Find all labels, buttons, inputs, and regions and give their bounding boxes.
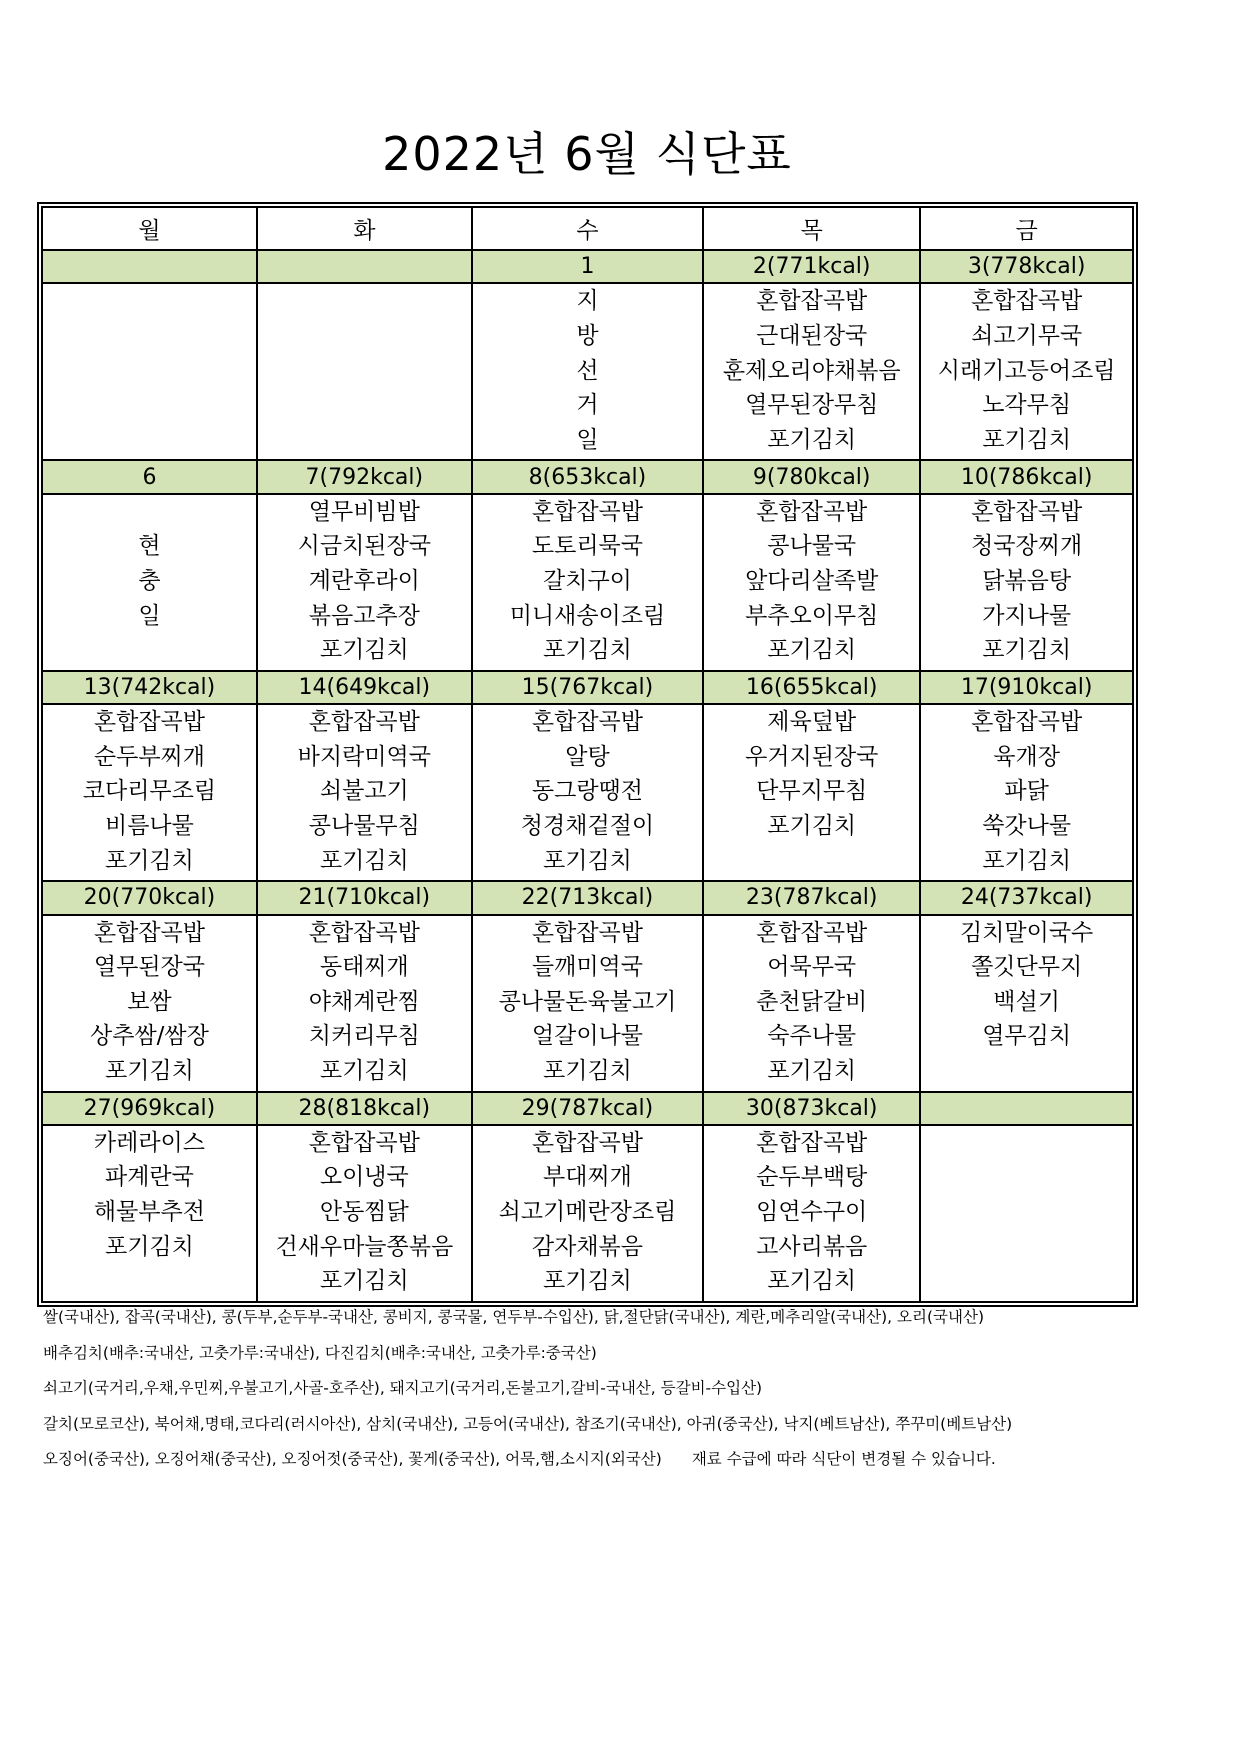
date-cell: 1 [472,250,703,283]
menu-change-notice: 재료 수급에 따라 식단이 변경될 수 있습니다. [691,1450,996,1468]
menu-row [42,494,1133,671]
menu-item: 열무된장국 [93,954,205,981]
date-cell: 23(787kcal) [703,881,920,914]
menu-item: 도토리묵국 [531,533,643,560]
date-cell: 10(786kcal) [920,460,1133,493]
date-cell: 9(780kcal) [703,460,920,493]
menu-item: 청경채겉절이 [520,812,655,839]
date-cell: 6 [42,460,257,493]
date-cell: 17(910kcal) [920,671,1133,704]
menu-item: 육개장 [993,743,1060,770]
menu-item: 미니새송이조림 [509,602,666,629]
origin-note-text: 오징어(중국산), 오징어채(중국산), 오징어젓(중국산), 꽃게(중국산), 어묵,햄,소시지(외국산) [43,1450,662,1468]
menu-item: 혼합잡곡밥 [308,1129,420,1156]
menu-item: 닭볶음탕 [982,567,1072,594]
date-cell: 13(742kcal) [42,671,257,704]
menu-item: 제육덮밥 [767,709,857,736]
menu-item: 쫄깃단무지 [971,954,1083,981]
menu-item [43,633,256,668]
menu-item: 방 [576,322,599,349]
menu-cell [42,704,257,881]
date-cell: 7(792kcal) [257,460,472,493]
menu-item: 감자채볶음 [531,1233,643,1260]
menu-item: 콩나물돈육불고기 [498,988,677,1015]
date-row [42,460,1133,493]
menu-item: 바지락미역국 [297,743,431,770]
menu-item: 혼합잡곡밥 [756,498,868,525]
menu-item: 훈제오리야채볶음 [722,357,901,384]
menu-item: 혼합잡곡밥 [531,919,643,946]
menu-cell [703,1125,920,1302]
menu-cell [472,915,703,1092]
menu-item: 동그랑땡전 [531,778,643,805]
menu-item: 쇠고기무국 [971,322,1083,349]
menu-cell [42,283,257,460]
menu-row [42,915,1133,1092]
menu-item: 앞다리살족발 [745,567,879,594]
menu-cell [920,494,1133,671]
menu-item: 포기김치 [319,1057,409,1084]
menu-item: 열무비빔밥 [308,498,420,525]
menu-item: 혼합잡곡밥 [756,919,868,946]
menu-item: 포기김치 [543,1057,632,1084]
weekday-header: 금 [920,207,1133,250]
menu-item: 춘천닭갈비 [756,988,868,1015]
menu-item: 가지나물 [982,602,1072,629]
menu-item: 순두부찌개 [93,743,205,770]
origin-notes [43,1300,1193,1478]
date-cell: 2(771kcal) [703,250,920,283]
menu-item: 근대된장국 [756,322,868,349]
menu-item: 우거지된장국 [745,743,879,770]
date-cell: 27(969kcal) [42,1092,257,1125]
menu-item: 단무지무침 [756,778,868,805]
menu-item: 혼합잡곡밥 [971,288,1083,315]
menu-item: 부대찌개 [543,1164,632,1191]
date-cell: 22(713kcal) [472,881,703,914]
menu-item: 혼합잡곡밥 [531,498,643,525]
date-cell: 15(767kcal) [472,671,703,704]
menu-item: 순두부백탕 [756,1164,868,1191]
menu-item: 치커리무침 [308,1023,420,1050]
menu-item: 포기김치 [982,847,1072,874]
menu-item: 쇠고기메란장조림 [498,1199,677,1226]
menu-cell [257,494,472,671]
menu-item: 혼합잡곡밥 [308,709,420,736]
menu-item: 오이냉국 [319,1164,409,1191]
date-cell: 3(778kcal) [920,250,1133,283]
weekday-header: 화 [257,207,472,250]
menu-cell [257,915,472,1092]
origin-note-line: 쌀(국내산), 잡곡(국내산), 콩(두부,순두부-국내산, 콩비지, 콩국물, 연두부-수입산), 닭,절단닭(국내산), 계란,메추리알(국내산), 오리(국내산) [43,1308,984,1326]
menu-item: 혼합잡곡밥 [93,709,205,736]
menu-item: 포기김치 [319,1268,409,1295]
menu-item: 포기김치 [767,637,857,664]
menu-item: 선 [576,357,599,384]
weekday-header: 월 [42,207,257,250]
menu-item: 포기김치 [105,847,194,874]
menu-item: 혼합잡곡밥 [531,1129,643,1156]
menu-item: 동태찌개 [319,954,409,981]
origin-note-line [43,1442,1193,1478]
menu-item: 혼합잡곡밥 [971,498,1083,525]
menu-item: 들깨미역국 [531,954,643,981]
menu-item: 포기김치 [105,1233,194,1260]
date-cell: 16(655kcal) [703,671,920,704]
menu-cell [472,494,703,671]
menu-item: 혼합잡곡밥 [971,709,1083,736]
page-title: 2022년 6월 식단표 [382,127,792,181]
menu-cell [42,915,257,1092]
menu-item: 콩나물국 [767,533,857,560]
date-cell: 24(737kcal) [920,881,1133,914]
date-cell: 28(818kcal) [257,1092,472,1125]
menu-item: 노각무침 [982,392,1072,419]
menu-item: 어묵무국 [767,954,857,981]
menu-cell [257,283,472,460]
menu-cell [920,915,1133,1092]
menu-item: 야채계란찜 [308,988,420,1015]
menu-item: 포기김치 [982,637,1072,664]
menu-cell [472,704,703,881]
menu-item: 쑥갓나물 [982,812,1072,839]
menu-cell [257,1125,472,1302]
menu-item: 혼합잡곡밥 [308,919,420,946]
menu-item: 시금치된장국 [297,533,431,560]
menu-item: 갈치구이 [543,567,632,594]
date-cell: 20(770kcal) [42,881,257,914]
date-cell [42,250,257,283]
menu-item: 임연수구이 [756,1199,868,1226]
date-cell [257,250,472,283]
date-cell [920,1092,1133,1125]
origin-note-line: 배추김치(배추:국내산, 고춧가루:국내산), 다진김치(배추:국내산, 고춧가루:중국산) [43,1343,597,1362]
menu-item: 고사리볶음 [756,1233,868,1260]
menu-item: 지 [576,288,599,315]
menu-item: 파닭 [1004,778,1049,805]
date-cell: 21(710kcal) [257,881,472,914]
menu-row [42,1125,1133,1302]
menu-item: 부추오이무침 [745,602,879,629]
date-cell: 30(873kcal) [703,1092,920,1125]
menu-cell [703,915,920,1092]
menu-item: 숙주나물 [767,1023,857,1050]
menu-row [42,704,1133,881]
weekday-header: 목 [703,207,920,250]
menu-item: 혼합잡곡밥 [756,288,868,315]
menu-cell [920,283,1133,460]
menu-item: 카레라이스 [93,1129,205,1156]
menu-cell [703,283,920,460]
menu-cell [42,1125,257,1302]
menu-item: 코다리무조림 [82,778,217,805]
menu-item: 혼합잡곡밥 [531,709,643,736]
menu-cell [920,704,1133,881]
menu-item: 포기김치 [319,637,409,664]
menu-item: 열무김치 [982,1023,1072,1050]
menu-item: 콩나물무침 [308,812,420,839]
origin-note-line: 갈치(모로코산), 북어채,명태,코다리(러시아산), 삼치(국내산), 고등어(국내산), 참조기(국내산), 아귀(중국산), 낙지(베트남산), 쭈꾸미(베트남산) [43,1414,1013,1433]
menu-item: 포기김치 [105,1057,194,1084]
menu-cell [42,494,257,671]
date-cell: 8(653kcal) [472,460,703,493]
menu-item: 상추쌈/쌈장 [90,1023,209,1050]
menu-item: 현 [138,533,161,560]
menu-row [42,283,1133,460]
menu-item: 포기김치 [767,1268,857,1295]
menu-item: 볶음고추장 [308,602,420,629]
menu-item: 해물부추전 [93,1199,205,1226]
meal-table-frame [37,202,1138,1307]
menu-item [43,495,256,530]
menu-cell [472,1125,703,1302]
menu-cell [920,1125,1133,1302]
menu-item: 청국장찌개 [971,533,1083,560]
menu-item: 열무된장무침 [745,392,879,419]
menu-item: 파계란국 [105,1164,194,1191]
origin-note-line: 쇠고기(국거리,우채,우민찌,우불고기,사골-호주산), 돼지고기(국거리,돈불고기,갈비-국내산, 등갈비-수입산) [43,1379,763,1397]
date-cell: 29(787kcal) [472,1092,703,1125]
menu-item: 건새우마늘쫑볶음 [275,1233,454,1260]
menu-item: 얼갈이나물 [531,1023,643,1050]
weekday-header: 수 [472,207,703,250]
menu-item: 포기김치 [982,426,1072,453]
menu-item: 포기김치 [767,812,857,839]
menu-item: 백설기 [993,988,1060,1015]
menu-item: 시래기고등어조림 [937,357,1116,384]
menu-item: 포기김치 [767,1057,857,1084]
menu-cell [472,283,703,460]
weekday-header-row [42,207,1133,250]
menu-item: 일 [138,602,161,629]
menu-item: 비름나물 [105,812,194,839]
date-row [42,881,1133,914]
menu-cell [703,704,920,881]
menu-item: 보쌈 [127,988,172,1015]
menu-item: 계란후라이 [308,567,420,594]
weeks-body [42,250,1133,1302]
menu-item: 혼합잡곡밥 [756,1129,868,1156]
meal-table [41,206,1134,1303]
menu-item: 김치말이국수 [959,919,1094,946]
menu-cell [257,704,472,881]
menu-item: 일 [576,426,599,453]
menu-item: 포기김치 [767,426,857,453]
menu-item: 포기김치 [543,1268,632,1295]
menu-cell [703,494,920,671]
menu-item: 포기김치 [319,847,409,874]
date-row [42,1092,1133,1125]
date-row [42,250,1133,283]
menu-item: 포기김치 [543,847,632,874]
menu-item: 거 [576,392,599,419]
menu-item: 쇠불고기 [319,778,409,805]
menu-item: 혼합잡곡밥 [93,919,205,946]
menu-item: 안동찜닭 [319,1199,409,1226]
menu-item: 포기김치 [543,637,632,664]
date-row [42,671,1133,704]
menu-item: 충 [138,567,161,594]
menu-item: 알탕 [565,743,610,770]
date-cell: 14(649kcal) [257,671,472,704]
